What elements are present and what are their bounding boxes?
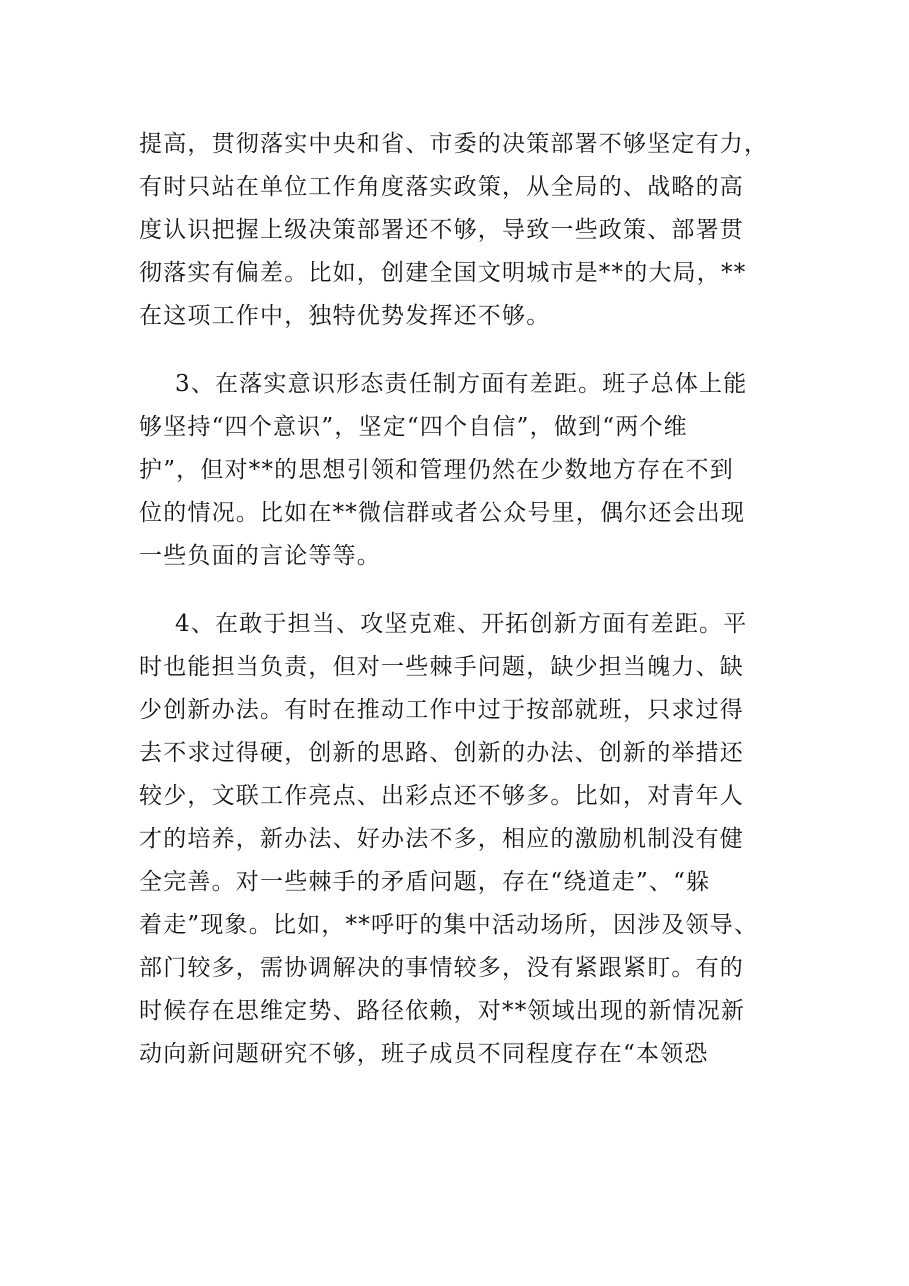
paragraph-line: 提高，贯彻落实中央和省、市委的决策部署不够坚定有力， xyxy=(139,131,769,157)
paragraph-line: 时候存在思维定势、路径依赖，对**领域出现的新情况新 xyxy=(139,998,746,1024)
paragraph-line: 4、在敢于担当、攻坚克难、开拓创新方面有差距。平 xyxy=(175,611,748,637)
paragraph-line: 有时只站在单位工作角度落实政策，从全局的、战略的高 xyxy=(139,174,744,200)
paragraph-line: 一些负面的言论等等。 xyxy=(139,543,381,569)
paragraph-line: 去不求过得硬，创新的思路、创新的办法、创新的举措还 xyxy=(139,740,744,766)
paragraph-line: 着走”现象。比如，**呼吁的集中活动场所，因涉及领导、 xyxy=(139,912,759,938)
paragraph-line: 部门较多，需协调解决的事情较多，没有紧跟紧盯。有的 xyxy=(139,955,744,981)
paragraph-line: 3、在落实意识形态责任制方面有差距。班子总体上能 xyxy=(175,371,748,397)
paragraph-line: 时也能担当负责，但对一些棘手问题，缺少担当魄力、缺 xyxy=(139,654,744,680)
paragraph-line: 少创新办法。有时在推动工作中过于按部就班，只求过得 xyxy=(139,697,744,723)
paragraph-line: 度认识把握上级决策部署还不够，导致一些政策、部署贯 xyxy=(139,217,744,243)
paragraph-line: 护”，但对**的思想引领和管理仍然在少数地方存在不到 xyxy=(139,457,734,483)
paragraph-line: 在这项工作中，独特优势发挥还不够。 xyxy=(139,303,551,329)
paragraph-line: 彻落实有偏差。比如，创建全国文明城市是**的大局，** xyxy=(139,260,747,286)
paragraph-line: 位的情况。比如在**微信群或者公众号里，偶尔还会出现 xyxy=(139,500,746,526)
paragraph-line: 够坚持“四个意识”，坚定“四个自信”，做到“两个维 xyxy=(139,414,688,440)
paragraph-line: 较少，文联工作亮点、出彩点还不够多。比如，对青年人 xyxy=(139,783,744,809)
paragraph-line: 全完善。对一些棘手的矛盾问题，存在“绕道走”、“躲 xyxy=(139,869,711,895)
paragraph-line: 才的培养，新办法、好办法不多，相应的激励机制没有健 xyxy=(139,826,744,852)
paragraph-line: 动向新问题研究不够，班子成员不同程度存在“本领恐 xyxy=(139,1041,709,1067)
